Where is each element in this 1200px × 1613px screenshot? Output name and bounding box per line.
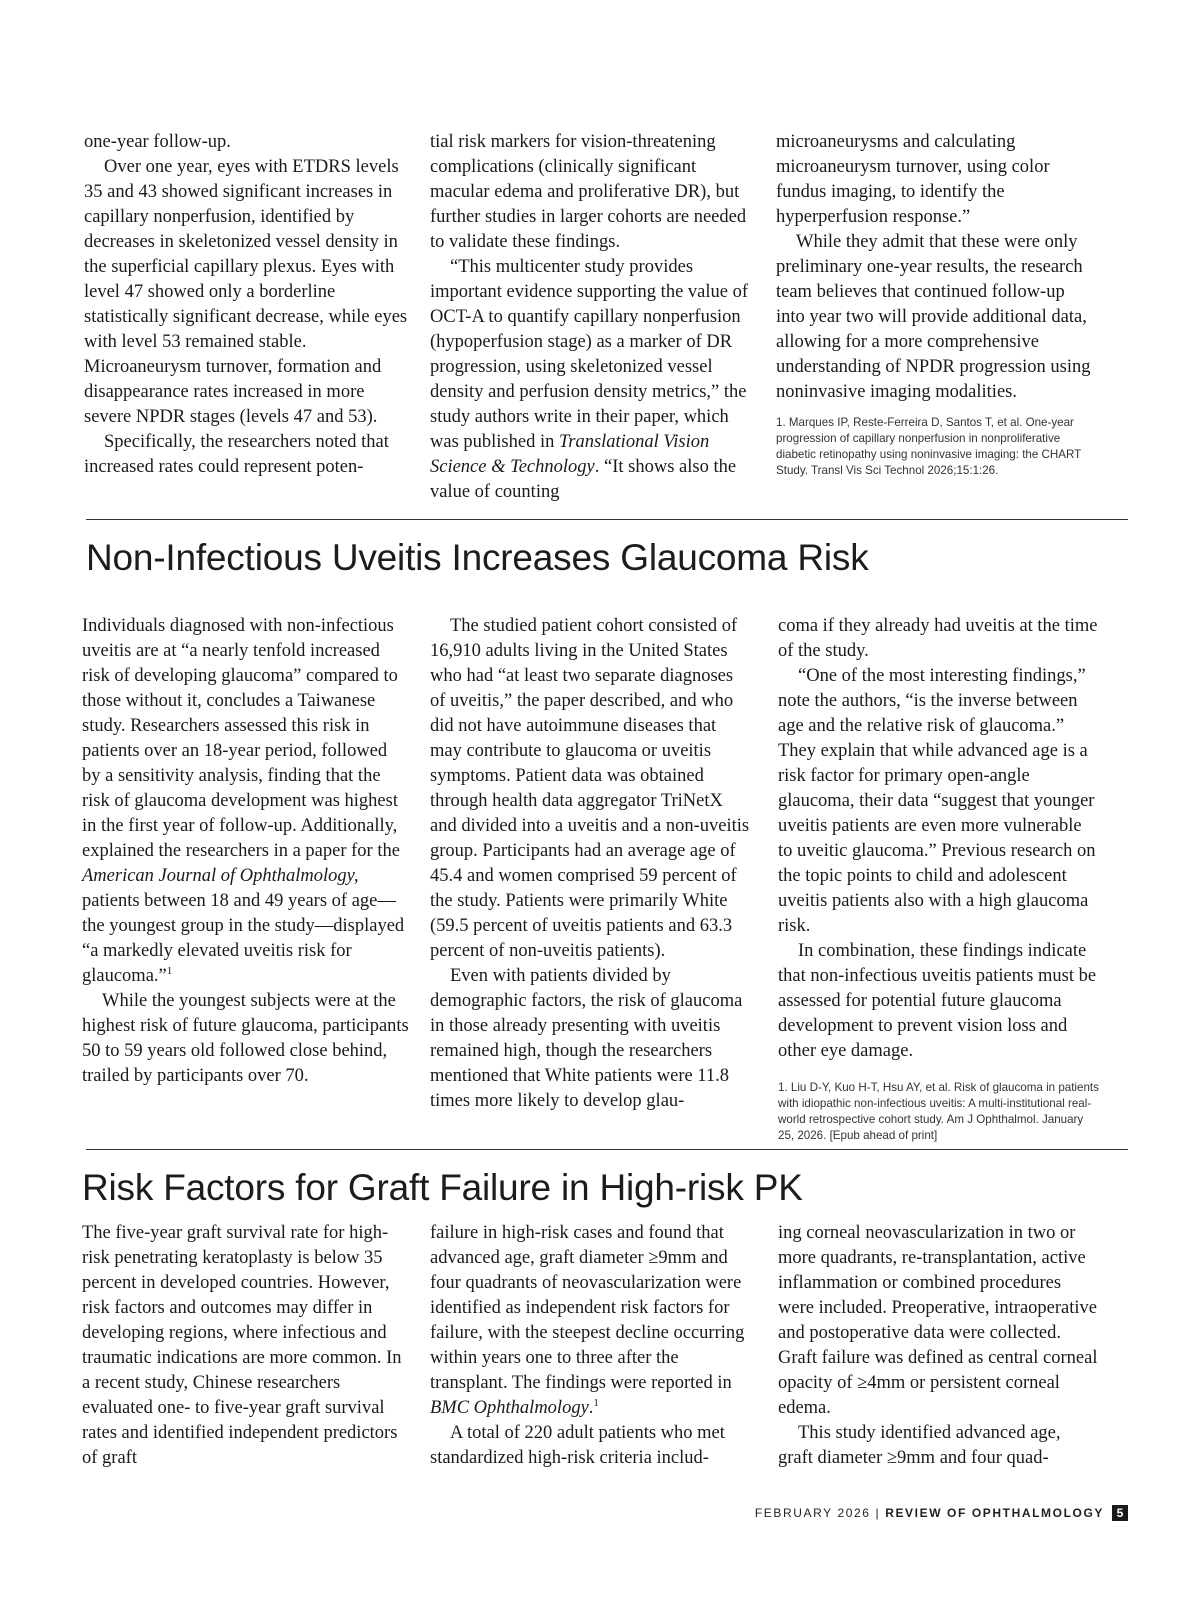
article2-column-2 xyxy=(430,614,752,1114)
article1-column-3 xyxy=(776,130,1098,479)
journal-title: American Journal of Ophthalmology, xyxy=(82,866,359,886)
article2-column-3 xyxy=(778,614,1100,1144)
footer-separator: | xyxy=(870,1506,886,1520)
page-footer xyxy=(755,1505,1128,1521)
article3-column-3 xyxy=(778,1221,1100,1471)
paragraph: microaneurysms and calculating microaneurysm turnover, using color fundus imaging, to identify the hyperperfusion response.” xyxy=(776,132,1050,227)
paragraph: Specifically, the researchers noted that increased rates could represent poten- xyxy=(84,432,389,477)
paragraph: Even with patients divided by demographic factors, the risk of glaucoma in those already presenting with uveitis remained high, though the researchers mentioned that White patients were 11.8 times more likely to develop glau- xyxy=(430,966,743,1111)
paragraph: “This multicenter study provides important evidence supporting the value of OCT-A to quantify capillary nonperfusion (hypoperfusion stage) as a marker of DR progression, using skeletonized vessel density and perfusion density metrics,” the study authors write in their paper, which was published in Translational Vision Science & Technology. “It shows also the value of counting xyxy=(430,257,749,502)
article3-column-2 xyxy=(430,1221,752,1471)
paragraph: The studied patient cohort consisted of 16,910 adults living in the United States who had “at least two separate diagnoses of uveitis,” the paper described, and who did not have autoimmune diseases that may contribute to glaucoma or uveitis symptoms. Patient data was obtained through health data aggregator TriNetX and divided into a uveitis and a non-uveitis group. Participants had an average age of 45.4 and women comprised 59 percent of the study. Patients were primarily White (59.5 percent of uveitis patients and 63.3 percent of non-uveitis patients). xyxy=(430,616,750,961)
paragraph: This study identified advanced age, graft diameter ≥9mm and four quad- xyxy=(778,1423,1061,1468)
article1-column-1 xyxy=(84,130,408,480)
paragraph: tial risk markers for vision-threatening complications (clinically significant macular edema and proliferative DR), but further studies in larger cohorts are needed to validate these findings. xyxy=(430,132,747,252)
paragraph: failure in high-risk cases and found that advanced age, graft diameter ≥9mm and four quadrants of neovascularization were identified as independent risk factors for failure, with the steepest decline occurring within years one to three after the transplant. The findings were reported in BMC Ophthalmology.$^1$ xyxy=(430,1223,745,1418)
page-number: 5 xyxy=(1112,1505,1128,1521)
article2-column-1 xyxy=(82,614,410,1089)
issue-date: FEBRUARY 2026 xyxy=(754,1506,871,1520)
article1-column-2 xyxy=(430,130,752,505)
reference: 1. Liu D-Y, Kuo H-T, Hsu AY, et al. Risk of glaucoma in patients with idiopathic non-infectious uveitis: A multi-institutional real-world retrospective cohort study. Am J Ophthalmol. January 25, 2026. [Epub ahead of print] xyxy=(778,1081,1099,1142)
paragraph: While the youngest subjects were at the highest risk of future glaucoma, participants 50 to 59 years old followed close behind, trailed by participants over 70. xyxy=(82,991,409,1086)
paragraph: The five-year graft survival rate for high-risk penetrating keratoplasty is below 35 percent in developed countries. However, risk factors and outcomes may differ in developing regions, where infectious and traumatic indications are more common. In a recent study, Chinese researchers evaluated one- to five-year graft survival rates and identified independent predictors of graft xyxy=(82,1223,402,1468)
paragraph: “One of the most interesting findings,” note the authors, “is the inverse between age and the relative risk of glaucoma.” They explain that while advanced age is a risk factor for primary open-angle glaucoma, their data “suggest that younger uveitis patients are even more vulnerable to uveitic glaucoma.” Previous research on the topic points to child and adolescent uveitis patients also with a high glaucoma risk. xyxy=(778,666,1096,936)
journal-title: BMC Ophthalmology xyxy=(430,1398,589,1418)
paragraph: one-year follow-up. xyxy=(84,132,231,152)
paragraph: coma if they already had uveitis at the time of the study. xyxy=(778,616,1098,661)
reference: 1. Marques IP, Reste-Ferreira D, Santos T, et al. One-year progression of capillary nonperfusion in nonproliferative diabetic retinopathy using noninvasive imaging: the CHART Study. Transl Vis Sci Technol 2026;15:1:26. xyxy=(776,416,1082,477)
paragraph: Individuals diagnosed with non-infectious uveitis are at “a nearly tenfold increased risk of developing glaucoma” compared to those without it, concludes a Taiwanese study. Researchers assessed this risk in patients over an 18-year period, followed by a sensitivity analysis, finding that the risk of glaucoma development was highest in the first year of follow-up. Additionally, explained the researchers in a paper for the American Journal of Ophthalmology, patients between 18 and 49 years of age—the youngest group in the study—displayed “a markedly elevated uveitis risk for glaucoma.”$^1$ xyxy=(82,616,405,986)
paragraph: In combination, these findings indicate that non-infectious uveitis patients must be assessed for potential future glaucoma development to prevent vision loss and other eye damage. xyxy=(778,941,1097,1061)
paragraph: Over one year, eyes with ETDRS levels 35 and 43 showed significant increases in capillary nonperfusion, identified by decreases in skeletonized vessel density in the superficial capillary plexus. Eyes with level 47 showed only a borderline statistically significant decrease, while eyes with level 53 remained stable. Microaneurysm turnover, formation and disappearance rates increased in more severe NPDR stages (levels 47 and 53). xyxy=(84,157,408,427)
article2-headline: Non-Infectious Uveitis Increases Glaucoma Risk xyxy=(86,537,869,578)
journal-title: Translational Vision Science & Technology xyxy=(430,432,710,477)
section-divider xyxy=(86,1149,1128,1150)
paragraph: A total of 220 adult patients who met standardized high-risk criteria includ- xyxy=(430,1423,725,1468)
magazine-name: REVIEW OF OPHTHALMOLOGY xyxy=(885,1506,1104,1520)
section-divider xyxy=(86,519,1128,520)
footnote-marker: 1 xyxy=(166,964,173,977)
article3-column-1 xyxy=(82,1221,410,1471)
article3-headline: Risk Factors for Graft Failure in High-risk PK xyxy=(82,1167,803,1208)
paragraph: ing corneal neovascularization in two or more quadrants, re-transplantation, active inflammation or combined procedures were included. Preoperative, intraoperative and postoperative data were collected. Graft failure was defined as central corneal opacity of ≥4mm or persistent corneal edema. xyxy=(778,1223,1098,1418)
paragraph: While they admit that these were only preliminary one-year results, the research team believes that continued follow-up into year two will provide additional data, allowing for a more comprehensive understanding of NPDR progression using noninvasive imaging modalities. xyxy=(776,232,1091,402)
footnote-marker: 1 xyxy=(593,1396,599,1409)
